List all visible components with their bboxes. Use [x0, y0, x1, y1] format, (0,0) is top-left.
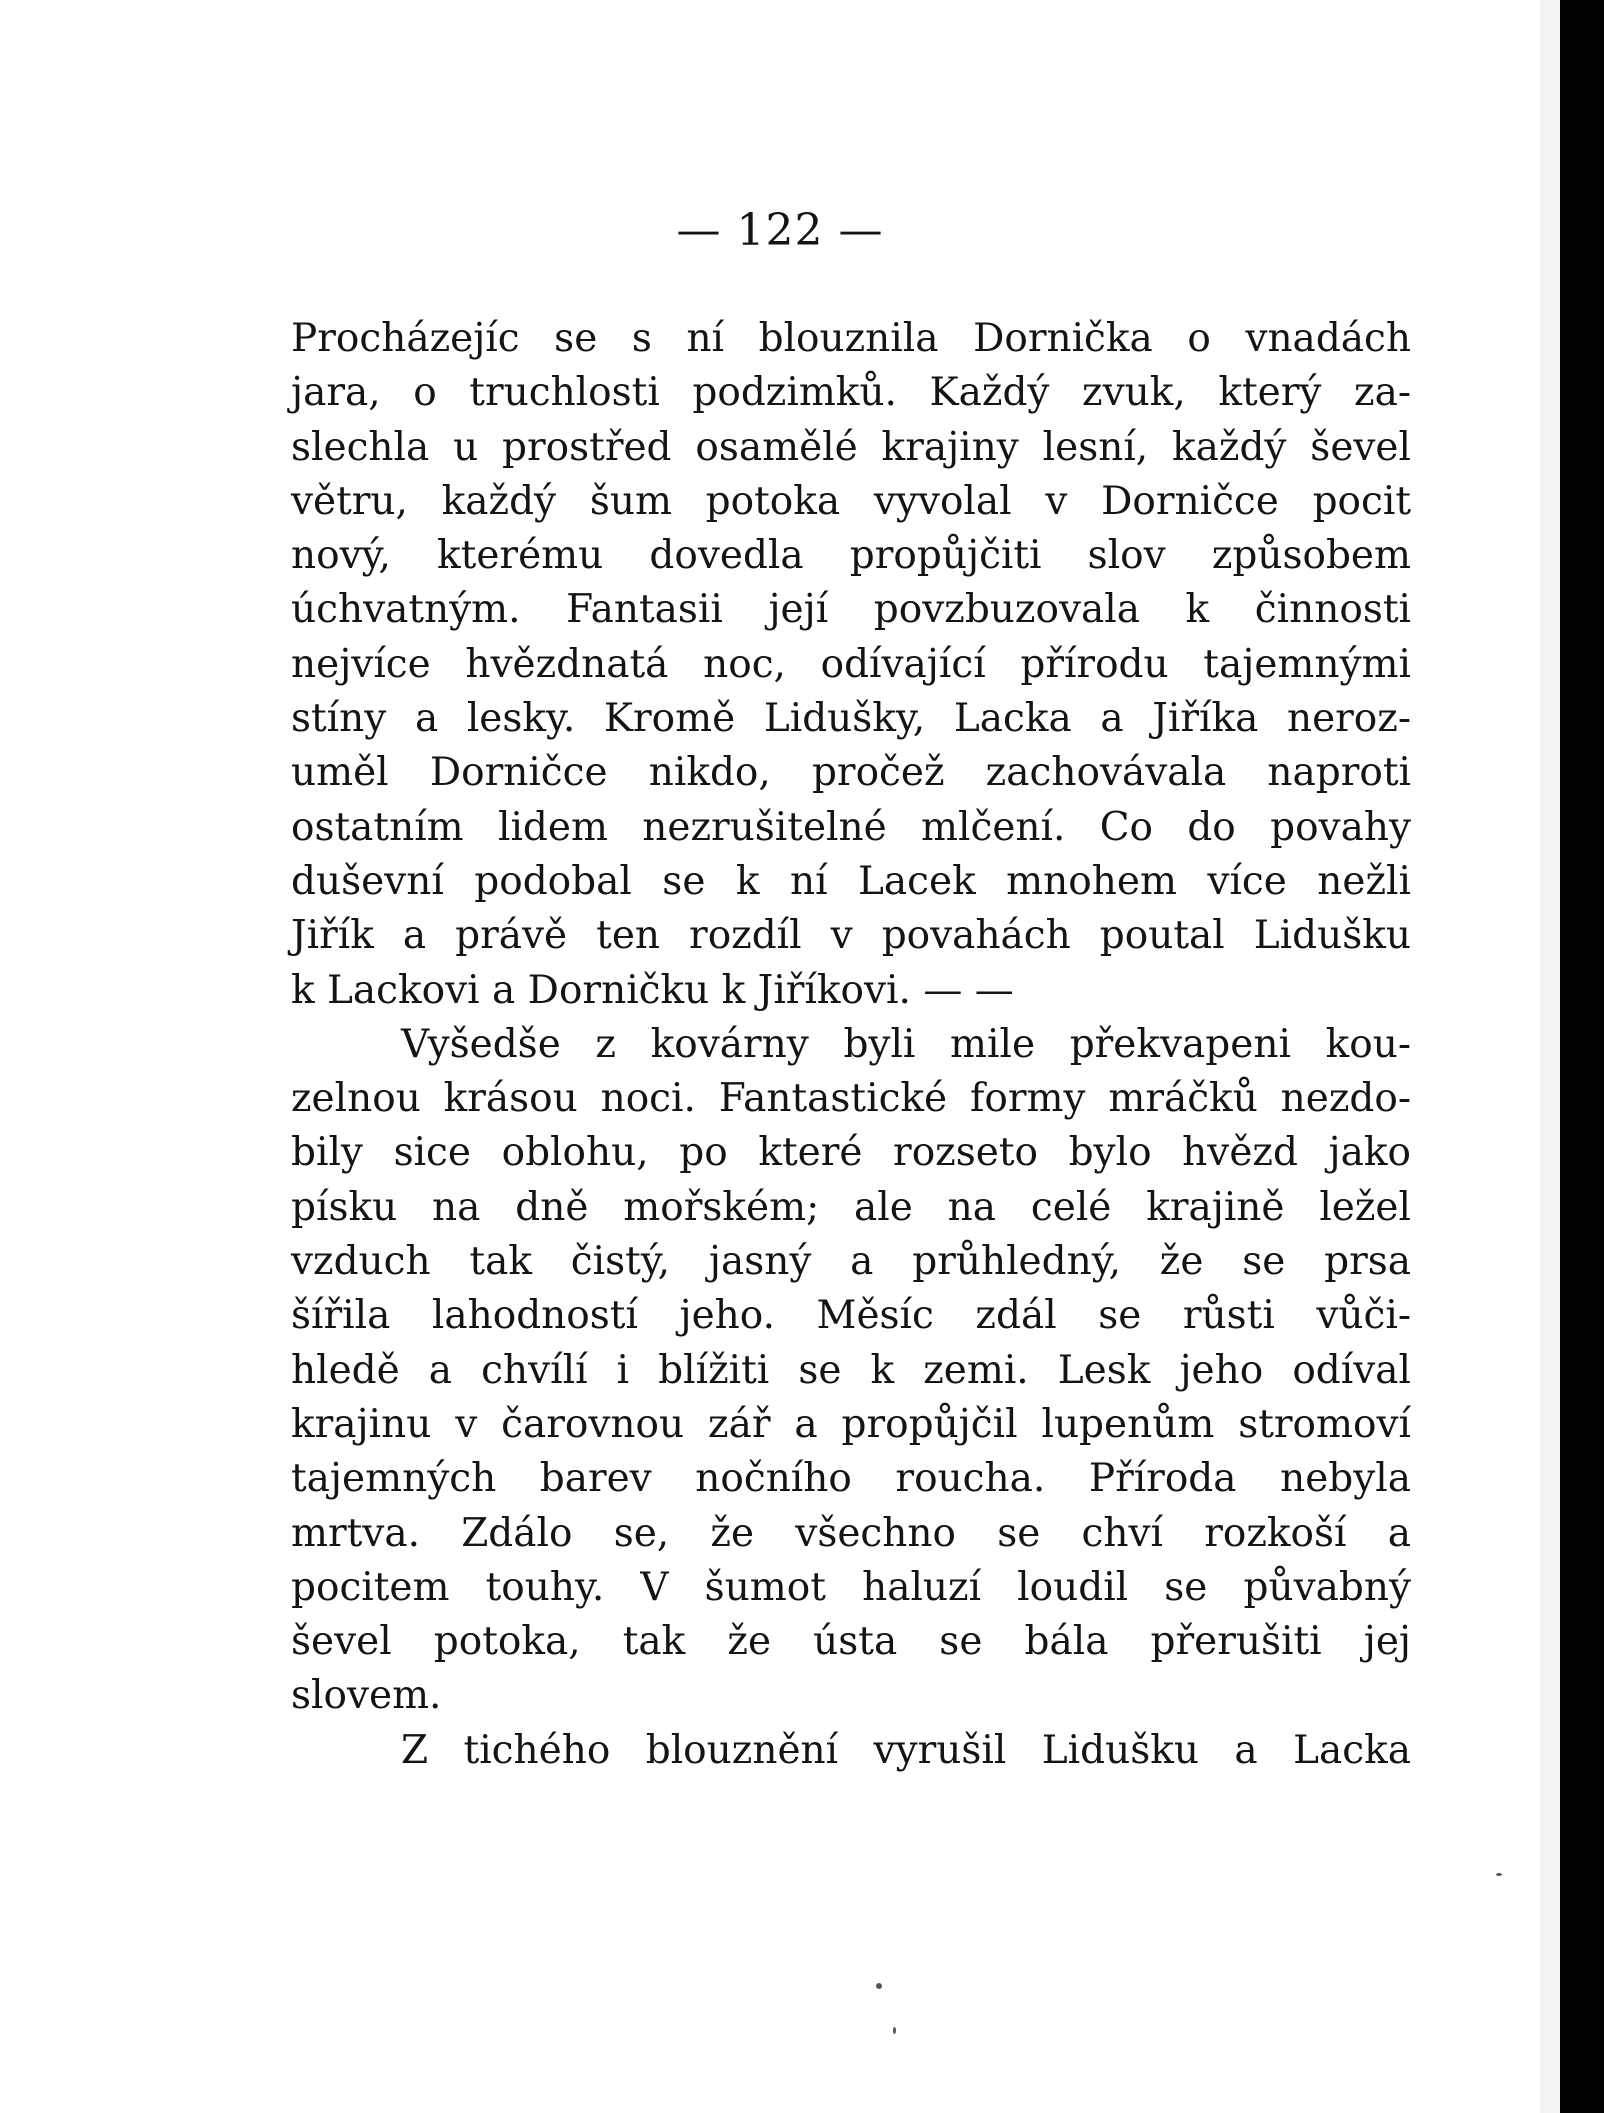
- text-line: Z tichého blouznění vyrušil Lidušku a Lacka: [401, 1727, 1411, 1773]
- text-line: hledě a chvílí i blížiti se k zemi. Lesk jeho odíval: [291, 1347, 1411, 1393]
- text-line: Jiřík a právě ten rozdíl v povahách poutal Lidušku: [291, 913, 1411, 959]
- text-line: pocitem touhy. V šumot haluzí loudil se půvabný: [291, 1564, 1411, 1610]
- text-line: ševel potoka, tak že ústa se bála přerušiti jej: [291, 1619, 1411, 1665]
- text-line: slechla u prostřed osamělé krajiny lesní, každý ševel: [291, 424, 1411, 470]
- text-line: stíny a lesky. Kromě Lidušky, Lacka a Jiříka neroz-: [291, 696, 1411, 742]
- text-line: nejvíce hvězdnatá noc, odívající přírodu tajemnými: [291, 641, 1411, 687]
- page-edge: [1540, 0, 1560, 2113]
- text-line: ostatním lidem nezrušitelné mlčení. Co do povahy: [291, 804, 1411, 850]
- text-line: vzduch tak čistý, jasný a průhledný, že se prsa: [291, 1239, 1411, 1285]
- text-line: nový, kterému dovedla propůjčiti slov způsobem: [291, 533, 1411, 579]
- text-line: Procházejíc se s ní blouznila Dornička o vnadách: [291, 316, 1411, 361]
- text-line: krajinu v čarovnou zář a propůjčil lupenům stromoví: [291, 1401, 1411, 1447]
- text-line: větru, každý šum potoka vyvolal v Dorničce pocit: [291, 478, 1411, 524]
- text-line: zelnou krásou noci. Fantastické formy mráčků nezdo-: [291, 1076, 1411, 1122]
- text-line: k Lackovi a Dorničku k Jiříkovi. — —: [291, 967, 1014, 1013]
- text-line: úchvatným. Fantasii její povzbuzovala k činnosti: [291, 587, 1411, 633]
- body-text: [291, 312, 1411, 1778]
- text-line: jara, o truchlosti podzimků. Každý zvuk, který za-: [291, 370, 1411, 416]
- text-line: duševní podobal se k ní Lacek mnohem více nežli: [291, 858, 1411, 904]
- text-line: uměl Dorničce nikdo, pročež zachovávala naproti: [291, 750, 1411, 796]
- text-line: tajemných barev nočního roucha. Příroda nebyla: [291, 1456, 1411, 1502]
- text-line: mrtva. Zdálo se, že všechno se chví rozkoší a: [291, 1510, 1411, 1556]
- text-line: slovem.: [291, 1673, 442, 1719]
- page-number: — 122 —: [676, 205, 884, 256]
- text-line: písku na dně mořském; ale na celé krajině ležel: [291, 1184, 1411, 1230]
- text-line: Vyšedše z kovárny byli mile překvapeni kou-: [401, 1021, 1411, 1067]
- text-line: šířila lahodností jeho. Měsíc zdál se růsti vůči-: [291, 1293, 1411, 1339]
- text-line: bily sice oblohu, po které rozseto bylo hvězd jako: [291, 1130, 1411, 1176]
